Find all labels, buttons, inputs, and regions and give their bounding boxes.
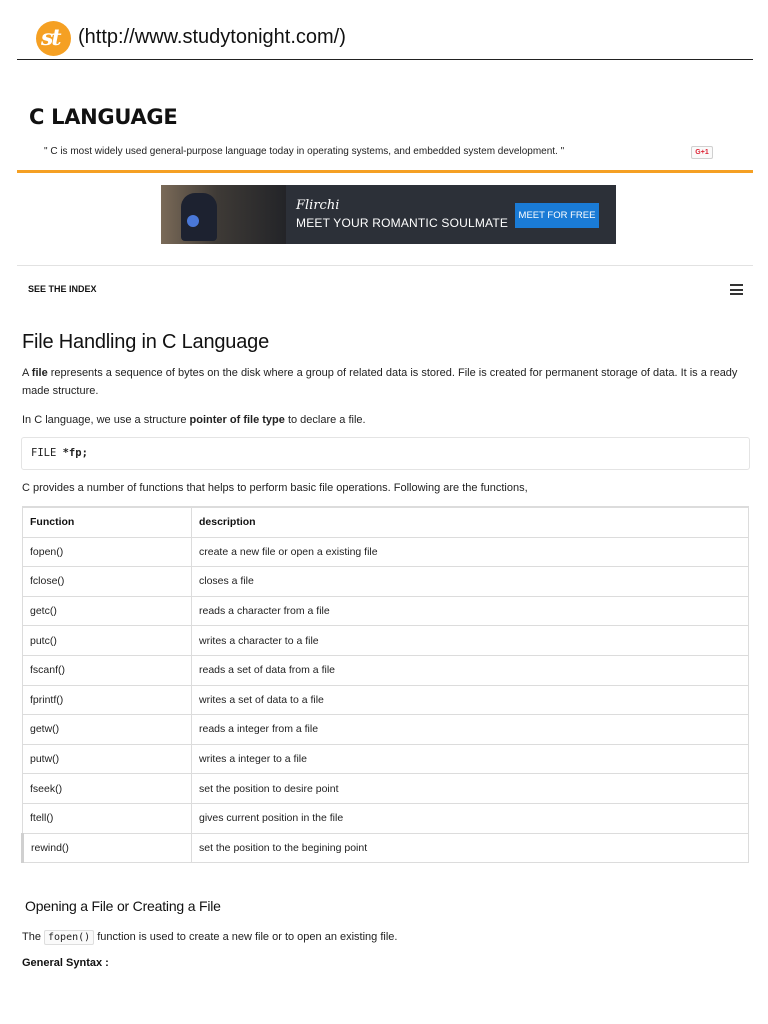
table-row — [23, 833, 749, 863]
function-name-cell: fprintf() — [23, 685, 192, 715]
function-name-cell: fseek() — [23, 774, 192, 804]
function-description-cell: set the position to desire point — [192, 774, 749, 804]
function-description-cell: reads a set of data from a file — [192, 655, 749, 685]
function-description-cell: writes a set of data to a file — [192, 685, 749, 715]
intro-text-post: represents a sequence of bytes on the disk where a group of related data is stored. File is created for permanent storage of data. It is a ready made structure. — [22, 367, 738, 397]
table-header-function: Function — [23, 507, 192, 537]
ad-headline: MEET YOUR ROMANTIC SOULMATE — [296, 216, 509, 230]
tagline: " C is most widely used general-purpose language today in operating systems, and embedded system development. " — [44, 146, 565, 157]
function-description-cell: closes a file — [192, 567, 749, 597]
table-row — [23, 685, 749, 715]
function-name-cell: fopen() — [23, 537, 192, 567]
function-name-cell: putw() — [23, 744, 192, 774]
ad-heart-icon — [187, 215, 199, 227]
code-keyword: FILE — [31, 447, 63, 459]
function-description-cell: writes a integer to a file — [192, 744, 749, 774]
table-row — [23, 744, 749, 774]
section-heading: Opening a File or Creating a File — [25, 898, 221, 914]
function-name-cell: fclose() — [23, 567, 192, 597]
function-name-cell: fscanf() — [23, 655, 192, 685]
functions-table — [21, 506, 749, 863]
function-name-cell: rewind() — [23, 833, 192, 863]
function-name-cell: ftell() — [23, 803, 192, 833]
struct-text-post: to declare a file. — [284, 414, 366, 426]
function-description-cell: set the position to the begining point — [192, 833, 749, 863]
code-identifier: *fp; — [62, 447, 88, 459]
ad-banner[interactable] — [161, 185, 616, 244]
site-logo[interactable] — [36, 21, 71, 56]
site-url[interactable]: (http://www.studytonight.com/) — [78, 26, 346, 48]
logo-text: st — [41, 25, 60, 51]
code-block[interactable] — [21, 437, 750, 470]
ad-brand: Flirchi — [296, 198, 340, 213]
nav-divider — [17, 265, 753, 266]
ad-person-image — [181, 193, 217, 241]
function-description-cell: gives current position in the file — [192, 803, 749, 833]
function-name-cell: getw() — [23, 715, 192, 745]
table-row — [23, 655, 749, 685]
intro-text-bold: file — [31, 367, 48, 379]
struct-paragraph — [22, 411, 366, 429]
general-syntax-label: General Syntax : — [22, 957, 109, 969]
table-row — [23, 537, 749, 567]
fopen-text-pre: The — [22, 931, 45, 943]
hamburger-menu-icon[interactable] — [730, 284, 743, 295]
page-heading: C LANGUAGE — [29, 105, 178, 129]
inline-code: fopen() — [44, 930, 94, 945]
function-description-cell: create a new file or open a existing file — [192, 537, 749, 567]
ad-photo — [161, 185, 286, 244]
function-description-cell: reads a integer from a file — [192, 715, 749, 745]
fopen-paragraph — [22, 928, 397, 946]
table-header-description: description — [192, 507, 749, 537]
function-description-cell: reads a character from a file — [192, 596, 749, 626]
ad-cta-button[interactable]: MEET FOR FREE — [515, 203, 599, 228]
table-row — [23, 715, 749, 745]
intro-paragraph — [22, 364, 752, 400]
intro-text-pre: A — [22, 367, 32, 379]
code-line — [31, 447, 88, 459]
article-title: File Handling in C Language — [22, 331, 269, 353]
function-name-cell: getc() — [23, 596, 192, 626]
table-row — [23, 774, 749, 804]
struct-text-pre: In C language, we use a structure — [22, 414, 190, 426]
functions-paragraph: C provides a number of functions that helps to perform basic file operations. Following are the functions, — [22, 482, 528, 494]
table-row — [23, 567, 749, 597]
table-header-row — [23, 507, 749, 537]
google-plus-button[interactable]: G+1 — [691, 146, 713, 159]
table-row — [23, 803, 749, 833]
struct-text-bold: pointer of file type — [189, 414, 285, 426]
header-divider — [17, 59, 753, 60]
accent-divider — [17, 170, 753, 173]
table-row — [23, 626, 749, 656]
function-name-cell: putc() — [23, 626, 192, 656]
see-index-link[interactable]: SEE THE INDEX — [28, 284, 97, 294]
fopen-text-post: function is used to create a new file or to open an existing file. — [94, 931, 398, 943]
table-row — [23, 596, 749, 626]
function-description-cell: writes a character to a file — [192, 626, 749, 656]
